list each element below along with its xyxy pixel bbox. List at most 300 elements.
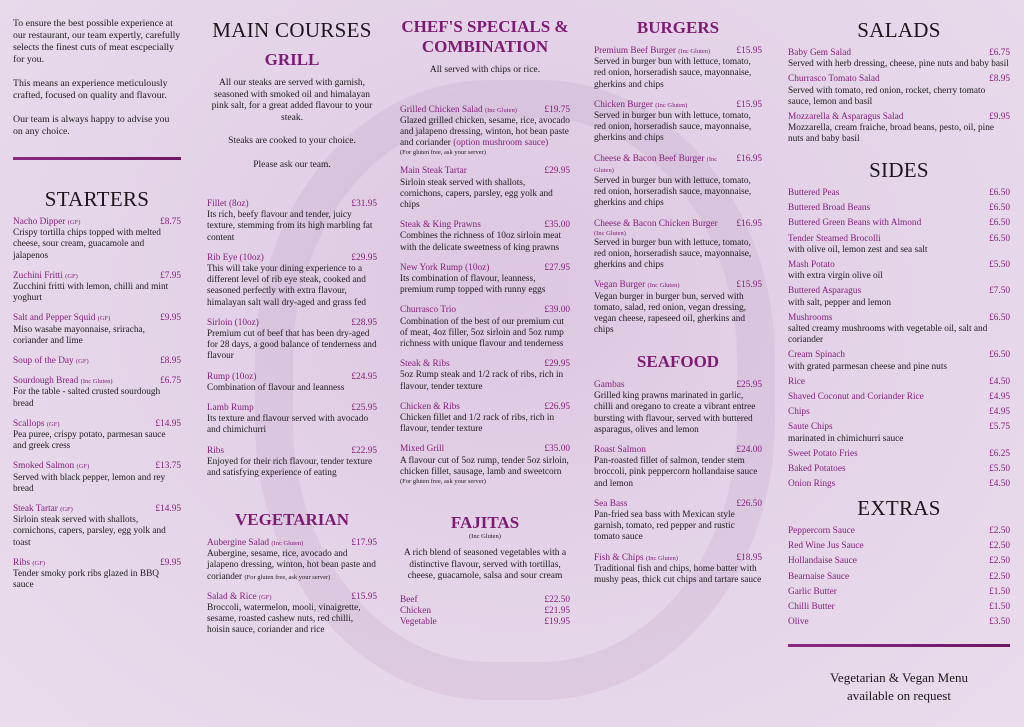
menu-item-price: £21.95 [544,605,570,616]
menu-item-price: £6.50 [989,218,1010,229]
menu-item [207,446,377,480]
menu-item [788,234,1010,256]
description-text: Its combination of flavour, leanness, premium rump topped with runny eggs [400,273,546,296]
menu-item-price: £7.50 [989,286,1010,297]
menu-item-title [400,105,517,116]
menu-item-description [400,178,570,212]
menu-item [400,402,570,436]
intro-line: All our steaks are served with garnish, seasoned with smoked oil and himalayan pink salt, for a great added flavour to your steak. [211,78,373,123]
description-text: salted creamy mushrooms with vegetable oil, salt and coriander [788,324,988,346]
menu-item [400,166,570,211]
menu-item-name: Fish & Chips [594,552,644,563]
description-text: Pan-fried sea bass with Mexican style garnish, tomato, red pepper and rustic tomato sauce [594,510,735,543]
menu-item-title [788,392,924,403]
menu-item-header [788,260,1010,271]
description-text: Traditional fish and chips, home batter with mushy peas, thick cut chips and tartare sauce [594,563,762,586]
menu-item-price: £8.75 [160,217,181,227]
menu-item-description [400,231,570,253]
menu-item-title [13,271,78,282]
section-intro [400,548,570,583]
menu-item-price: £9.95 [989,112,1010,123]
menu-item-header [594,280,762,291]
gluten-note: (For gluten free, ask your server) [400,149,486,157]
menu-item-title [788,313,832,324]
menu-item-description [13,387,181,409]
menu-item-title [400,166,467,177]
menu-item-price: £1.50 [989,586,1010,597]
menu-item-price: £2.50 [989,556,1010,567]
menu-item-price: £22.95 [351,445,377,456]
menu-item-header [207,538,377,549]
menu-item-name: Sea Bass [594,498,628,509]
menu-item-header [788,464,1010,475]
menu-item-header [594,219,762,230]
menu-item-description [788,298,1010,309]
menu-item-name: Scallops [13,418,45,429]
menu-item-description [207,414,377,436]
menu-item-title [594,499,627,510]
menu-item [788,392,1010,403]
menu-item-name: Ribs [207,445,225,456]
menu-item-title [400,220,481,231]
description-text: Chicken fillet and 1/2 rack of ribs, rich in flavour, tender texture [400,412,555,435]
menu-item-header [788,377,1010,388]
menu-item-price: £4.50 [989,376,1010,387]
menu-item-header [788,218,1010,229]
section-title: SIDES [869,158,929,182]
menu-item [788,112,1010,146]
menu-item [788,587,1010,598]
menu-item-header [13,217,181,228]
menu-item [788,350,1010,372]
menu-item-name: Churrasco Tomato Salad [788,74,880,85]
menu-item-price: £7.95 [160,270,181,281]
menu-item [13,504,181,549]
menu-item [400,105,570,158]
menu-item-name: Buttered Peas [788,188,840,198]
menu-item [400,595,570,606]
menu-item-price: £6.50 [989,233,1010,244]
menu-item-header [400,402,570,413]
menu-item-description [207,549,377,583]
menu-item-header [207,318,377,329]
description-text: 5oz Rump steak and 1/2 rack of ribs, rich in flavour, tender texture [400,370,564,392]
menu-item-price: £4.50 [989,479,1010,490]
menu-item [594,100,762,145]
section-starters [13,187,181,600]
menu-item [400,444,570,486]
menu-item-price: £16.95 [736,218,762,229]
description-text: Its rich, beefy flavour and tender, juicy texture, stemming from its high marbling fat content [207,210,373,243]
menu-item-name: Sweet Potato Fries [788,448,858,459]
menu-item-title [13,376,113,387]
menu-item-name: Chips [788,407,810,418]
menu-item [788,203,1010,214]
description-text: with salt, pepper and lemon [788,297,892,308]
menu-item-description [788,245,1010,256]
section-chefs-specials [400,17,570,495]
menu-item-header [400,595,570,606]
description-text: Crispy tortilla chips topped with melted cheese, sour cream, guacamole and jalapenos [13,228,161,261]
description-text: Miso wasabe mayonnaise, sriracha, coriander and lime [13,324,145,346]
menu-item-header [594,46,762,57]
menu-item-title [594,46,710,57]
menu-item-title [207,253,264,264]
menu-item-price: £14.95 [155,418,181,429]
menu-item [788,377,1010,388]
menu-item-price: £5.75 [989,422,1010,433]
menu-item-description [207,383,377,394]
menu-item-price: £9.95 [160,313,181,324]
menu-item-description [207,264,377,309]
menu-item-header [13,313,181,324]
menu-item-price: £4.95 [989,392,1010,403]
menu-item-name: Lamb Rump [207,403,254,414]
menu-item-title [788,260,835,271]
menu-item-header [788,188,1010,199]
menu-item [207,318,377,363]
vegan-menu-notice [788,669,1010,705]
menu-item-title [594,154,736,176]
menu-item-price: £15.95 [736,280,762,291]
intro-paragraph: This means an experience meticulously crafted, focused on quality and flavour. [13,78,168,101]
description-text: Enjoyed for their rich flavour, tender texture and satisfying experience of eating [207,456,373,479]
menu-item-title [13,356,89,367]
menu-item-title [788,556,857,567]
menu-item-header [788,407,1010,418]
menu-item-header [400,263,570,274]
menu-item [788,617,1010,628]
section-subtitle: (Inc Gluten) [469,533,501,540]
description-text: marinated in chimichurri sauce [788,433,904,444]
menu-item-name: Soup of the Day [13,356,74,367]
menu-item-name: Mash Potato [788,260,835,271]
menu-item-price: £25.95 [736,380,762,390]
description-text: with grated parmesan cheese and pine nuts [788,361,948,372]
menu-item-header [788,602,1010,613]
description-text: Vegan burger in burger bun, served with tomato, salad, red onion, vegan dressing, vegan cheese, rapeseed oil, gherkins and chips [594,291,747,336]
menu-item-name: Baked Potatoes [788,464,846,475]
menu-item-price: £2.50 [989,526,1010,536]
menu-item-price: £3.50 [989,617,1010,628]
menu-item-header [788,48,1010,59]
menu-item-price: £28.95 [351,317,377,328]
menu-item-price: £6.50 [989,312,1010,323]
menu-item-description [788,271,1010,282]
menu-item-description [594,57,762,91]
menu-item-name: Vegan Burger [594,280,646,291]
menu-item [788,449,1010,460]
menu-item-price: £9.95 [160,557,181,568]
menu-item [13,356,181,367]
menu-item-title [400,263,489,274]
menu-item-description [400,317,570,351]
menu-item [400,606,570,617]
menu-item-title [400,444,444,455]
menu-item-header [400,617,570,628]
menu-item-description [594,564,762,586]
menu-item-title [594,553,678,564]
menu-item-name: Premium Beef Burger [594,46,676,56]
menu-item-price: £6.25 [989,448,1010,459]
menu-item-title [400,595,418,606]
menu-item-title [400,305,456,316]
menu-item-description [788,59,1010,70]
menu-item-price: £15.95 [736,99,762,110]
description-text: This will take your dining experience to a different level of rib eye steak, cooked and seasoned perfectly with extra flavour, himalayan salt wall dry-aged and grass fed [207,264,367,308]
description-text: Sirloin steak served with shallots, cornichons, capers, parsley, egg yolk and toast [13,515,166,548]
menu-item-header [13,376,181,387]
section-intro [400,65,570,77]
menu-item-header [13,419,181,430]
menu-item-header [594,380,762,391]
description-text: Aubergine, sesame, rice, avocado and jalapeno dressing, winton, hot bean paste and coriander [207,549,376,582]
dietary-tag: (GF) [32,559,46,567]
menu-item-price: £25.95 [351,403,377,414]
menu-item-header [788,479,1010,490]
description-text: Mozzarella, cream fraiche, broad beans, pesto, oil, pine nuts and baby basil [788,123,994,145]
menu-item-header [594,499,762,510]
gluten-note: (For gluten free, ask your server) [244,573,331,581]
menu-item-title [13,461,89,472]
main-courses-header [207,18,377,42]
menu-item-price: £29.95 [544,166,570,177]
section-title: FAJITAS [450,513,520,532]
menu-item-header [788,112,1010,123]
menu-item-header [207,199,377,210]
menu-item-header [13,504,181,515]
menu-item [207,199,377,244]
menu-item-header [788,422,1010,433]
menu-item-title [594,100,687,111]
menu-item [207,253,377,309]
menu-item [788,526,1010,537]
menu-item-price: £35.00 [544,220,570,231]
menu-item [788,479,1010,490]
menu-item-title [207,199,249,210]
menu-item-title [207,403,254,414]
menu-item-name: Roast Salmon [594,445,646,456]
menu-item-price: £6.50 [989,203,1010,214]
menu-item [400,220,570,254]
description-text: Its texture and flavour served with avocado and chimichurri [207,414,369,436]
menu-item-title [594,445,646,456]
menu-item-name: New York Rump (10oz) [400,262,490,273]
description-text: with olive oil, lemon zest and sea salt [788,244,928,255]
dietary-tag: (GF) [258,593,272,601]
menu-item-name: Rump (10oz) [207,371,257,382]
menu-item [207,538,377,583]
menu-item [788,464,1010,475]
menu-item-title [788,112,903,123]
menu-item-name: Peppercorn Sauce [788,526,855,536]
intro-line: All served with chips or rice. [429,65,541,75]
menu-item-name: Steak Tartar [13,504,58,515]
menu-item-title [788,203,870,214]
menu-item-price: £17.95 [351,538,377,548]
menu-item-header [788,313,1010,324]
menu-item-header [788,541,1010,552]
footer-line: available on request [847,688,951,703]
menu-item-header [594,553,762,564]
gluten-note: (For gluten free, ask your server) [400,477,486,485]
dietary-tag: (Inc Gluten) [271,540,304,547]
menu-item [788,572,1010,583]
menu-item [788,260,1010,282]
menu-item-header [788,74,1010,85]
menu-item-price: £26.95 [544,401,570,412]
menu-item-description [207,210,377,244]
menu-item-name: Chicken Burger [594,99,653,110]
menu-item-name: Buttered Green Beans with Almond [788,218,922,229]
menu-item-description [13,569,181,591]
intro-paragraph: To ensure the best possible experience at our restaurant, our team expertly, carefully selects the finest cuts of meat escpecially for you. [13,18,181,65]
menu-item-header [207,446,377,457]
dietary-tag: (GF) [60,506,73,514]
section-title: GRILL [264,50,320,69]
menu-item-header [13,461,181,472]
menu-item [788,541,1010,552]
menu-item-title [788,602,835,613]
section-title: VEGETARIAN [235,510,349,529]
menu-item-description [788,86,1010,108]
description-text: Served in burger bun with lettuce, tomato, red onion, horseradish sauce, mayonnaise, gherkins and chips [594,176,752,209]
menu-item-header [788,286,1010,297]
description-text: Served with black pepper, lemon and rey bread [13,472,166,494]
menu-item-name: Steak & Ribs [400,359,450,370]
dietary-tag: (Inc Gluten) [678,48,711,55]
menu-item-title [788,234,881,245]
menu-item-header [13,271,181,282]
menu-item-title [594,280,680,291]
dietary-tag: (GF) [97,315,111,323]
menu-item-header [788,556,1010,567]
menu-item-header [788,572,1010,583]
menu-item-name: Chicken & Ribs [400,401,460,412]
section-sides [788,158,1010,494]
menu-item [400,305,570,350]
menu-item-name: Churrasco Trio [400,305,457,316]
description-text: Served with herb dressing, cheese, pine nuts and baby basil [788,59,1009,70]
menu-item-header [788,617,1010,628]
menu-item-description [594,111,762,145]
menu-item-description [594,456,762,490]
menu-item-name: Cheese & Bacon Beef Burger [594,153,705,164]
menu-item-price: £31.95 [351,199,377,209]
menu-item-header [594,445,762,456]
menu-item-name: Smoked Salmon [13,461,75,472]
menu-item-price: £29.95 [351,252,377,263]
menu-item-price: £18.95 [736,552,762,563]
menu-item [207,372,377,394]
menu-item-name: Chilli Butter [788,602,835,613]
dietary-tag: (GF) [65,272,78,280]
menu-item-name: Red Wine Jus Sauce [788,541,864,552]
menu-item-price: £6.50 [989,188,1010,198]
menu-item-price: £14.95 [155,504,181,515]
menu-item-price: £4.95 [989,407,1010,418]
menu-item-name: Nacho Dipper [13,217,66,227]
menu-item-name: Steak & King Prawns [400,220,481,231]
menu-item-name: Salt and Pepper Squid [13,313,96,324]
menu-item [788,422,1010,444]
description-text: A flavour cut of 5oz rump, tender 5oz sirloin, chicken fillet, sausage, lamb and sweetcorn [400,455,569,477]
menu-item-name: Salad & Rice [207,591,257,602]
menu-item [594,380,762,436]
menu-item-header [788,526,1010,537]
menu-item-title [13,419,59,430]
menu-item [594,280,762,336]
menu-item [13,419,181,453]
menu-item-price: £13.75 [155,461,181,472]
menu-item-description [13,473,181,495]
menu-item-name: Cream Spinach [788,350,846,361]
description-text: Combination of the best of our premium cut of meat, 4oz filler, 5oz sirloin and 5oz rump richness with unique flavour and tenderness [400,316,564,349]
menu-item-title [788,218,921,229]
menu-item-title [788,422,833,433]
menu-item-title [788,449,858,460]
menu-item-title [400,617,437,628]
menu-item-header [788,234,1010,245]
menu-item-title [788,464,846,475]
menu-item-price: £6.50 [989,350,1010,361]
menu-item [400,359,570,393]
footer-line: Vegetarian & Vegan Menu [829,670,969,685]
menu-item-title [400,402,460,413]
menu-item-header [400,305,570,316]
menu-item-price: £1.50 [989,602,1010,613]
menu-item-title [788,526,855,537]
menu-item [594,219,762,272]
menu-item-title [788,541,864,552]
menu-item [594,445,762,490]
menu-item-price: £19.95 [544,616,570,627]
intro-text [13,18,181,150]
menu-item-price: £27.95 [544,262,570,273]
description-text: Served with tomato, red onion, rocket, cherry tomato sauce, lemon and basil [788,85,986,107]
description-text: Pan-roasted fillet of salmon, tender stem broccoli, pink peppercorn hollandaise sauce and lemon [594,456,758,489]
description-text: Broccoli, watermelon, mooli, vinaigrette, sesame, roasted cashew nuts, red chilli, hoisin sauce, coriander and rice [207,603,361,636]
menu-item-name: Cheese & Bacon Chicken Burger [594,218,718,229]
menu-item-description [788,362,1010,373]
section-title: BURGERS [636,18,720,37]
menu-item-description [400,456,570,478]
dietary-tag: (GF) [76,358,89,366]
menu-item [788,407,1010,418]
menu-item-name: Olive [788,617,809,628]
menu-item-price: £16.95 [736,153,762,164]
description-text: with extra virgin olive oil [788,271,883,282]
dietary-tag: (GF) [67,219,81,226]
menu-item-price: £5.50 [989,260,1010,271]
menu-item-header [788,392,1010,403]
menu-item-title [207,318,259,329]
description-text: Grilled king prawns marinated in garlic, chilli and oregano to create a vibrant entree bursting with flavour, served with buttered asparagus, olives and lemon [594,391,756,435]
section-intro [207,78,377,171]
menu-item-header [400,359,570,370]
menu-item-description [400,274,570,296]
menu-item-name: Rib Eye (10oz) [207,252,264,263]
menu-item-header [788,203,1010,214]
section-divider [788,644,1010,647]
menu-item-name: Sourdough Bread [13,376,79,387]
menu-item-name: Zuchini Fritti [13,270,63,281]
menu-item-price: £2.50 [989,541,1010,552]
dietary-tag: (Inc Gluten) [647,282,680,290]
description-text: Combines the richness of 10oz sirloin meat with the delicate sweetness of king prawns [400,231,562,253]
description-text: Served in burger bun with lettuce, tomato, red onion, horseradish sauce, mayonnaise, gherkins and chips [594,57,752,90]
description-text: Pea puree, crispy potato, parmesan sauce and greek cress [13,430,166,452]
